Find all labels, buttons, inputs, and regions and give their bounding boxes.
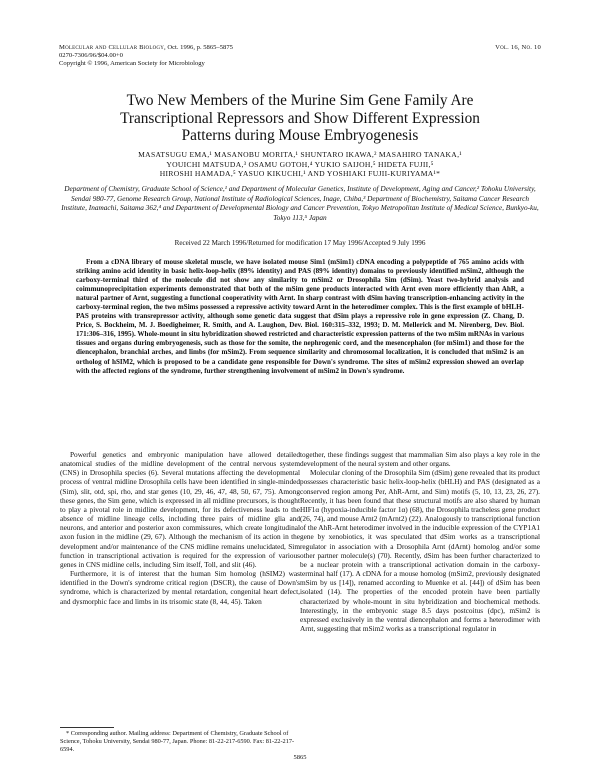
running-header-left <box>59 44 233 69</box>
paragraph: Molecular cloning of the Drosophila Sim (dSim) gene revealed that its product possesses characteristic basic helix-loop-helix (bHLH) and PAS (designated as a conserved region among Per, AhR-Arnt, and Sim) motifs (5, 10, 13, 23, 26, 27). Recently, it has been found that these structural motifs are also shared by human HIF1α (hypoxia-inducible factor 1α) (68), the Drosophila tracheless gene product (26, 74), and mouse Arnt2 (mArnt2) (22). Analogously to transcriptional function of the AhR-Arnt heterodimer involved in the inducible expression of the CYP1A1 gene by xenobiotics, it was speculated that dSim works as a transcriptional regulator in association with a Drosophila Arnt (dArnt) homolog and/or some other partner molecule(s) (70). Recently, dSim has been further characterized to be a nuclear protein with a transcriptional activation domain in the carboxy-terminal half (17). A cDNA for a mouse homolog (mSim2, previously designated mSim by us [14]), renamed according to Muenke et al. [44]) of dSim has been isolated (14). The properties of the encoded protein have been partially characterized by whole-mount in situ hybridization and biochemical methods. Interestingly, in the embryonic stage 8.5 days postcoitus (dpc), mSim2 is expressed exclusively in the ventral diencephalon and forms a heterodimer with Arnt, suggesting that mSim2 works as a transcriptional regulator in <box>300 468 540 633</box>
paragraph: together, these findings suggest that mammalian Sim also plays a key role in the development of the neural system and other organs. <box>300 450 540 469</box>
page-number: 5865 <box>293 754 307 761</box>
author-list <box>60 150 540 179</box>
title-line: Transcriptional Repressors and Show Different Expression <box>120 109 480 127</box>
body-column-left <box>60 450 300 606</box>
copyright-line: Copyright © 1996, American Society for Microbiology <box>59 60 205 68</box>
issn: 0270-7306/96/$04.00+0 <box>59 52 123 60</box>
author-line: YOUICHI MATSUDA,³ OSAMU GOTOH,⁴ YUKIO SAIJOH,⁵ HIDETA FUJII,⁵ <box>166 159 434 169</box>
received-dates: Received 22 March 1996/Returned for modification 17 May 1996/Accepted 9 July 1996 <box>174 239 426 247</box>
volume-info: Vol. 16, No. 10 <box>495 44 541 51</box>
title-line: Two New Members of the Murine Sim Gene Family Are <box>126 92 474 109</box>
paragraph: Furthermore, it is of interest that the human Sim homolog (hSIM2) was identified in the Down's syndrome critical region (DSCR), the cause of Down's syndrome, which is characterized by mental retardation, congenital heart defect, and dysmorphic face and limbs in its trisomic state (8, 44, 45). Taken <box>60 569 300 606</box>
footnote <box>60 730 300 754</box>
footnote-divider <box>60 727 114 728</box>
body-column-right <box>300 450 540 633</box>
author-line: HIROSHI HAMADA,⁵ YASUO KIKUCHI,¹ AND YOSHIAKI FUJII-KURIYAMA¹* <box>159 169 441 178</box>
issue-info: , Oct. 1996, p. 5865–5875 <box>164 44 233 51</box>
footnote-text: * Corresponding author. Mailing address: Department of Chemistry, Graduate School of Science, Tohoku University, Sendai 980-77, Japan. Phone: 81-22-217-6590. Fax: 81-22-217-6594. <box>60 730 295 753</box>
author-line: MASATSUGU EMA,¹ MASANOBU MORITA,¹ SHUNTARO IKAWA,² MASAHIRO TANAKA,¹ <box>138 150 462 159</box>
affiliations: Department of Chemistry, Graduate School of Science,¹ and Department of Molecular Genetics, Institute of Development, Aging and Cancer,² Tohoku University, Sendai 980-77, Genome Research Group, National Institute of Radiological Sciences, Inage, Chiba,³ Department of Biochemistry, Saitama Cancer Research Institute, Inamachi, Saitama 362,⁴ and Department of Developmental Biology and Cancer Prevention, Tokyo Metropolitan Institute of Medical Science, Bunkyo-ku, Tokyo 113,⁵ Japan <box>61 184 539 222</box>
abstract-text: From a cDNA library of mouse skeletal muscle, we have isolated mouse Sim1 (mSim1) cDNA encoding a polypeptide of 765 amino acids with striking amino acid identity in basic helix-loop-helix (89% identity) and PAS (89% identity) domains to previously identified mSim2, although the carboxy-terminal third of the molecule did not show any similarity to mSim2 or Drosophila Sim (dSim). Yeast two-hybrid analysis and coimmunoprecipitation experiments demonstrated that both of the mSim gene products interacted with Arnt even more efficiently than AhR, a natural partner of Arnt, suggesting a functional cooperativity with Arnt. In sharp contrast with dSim having transcription-enhancing activity in the carboxy-terminal region, the two mSims possessed a repressive activity toward Arnt in the heterodimer complex. This is the first example of bHLH-PAS proteins with transrepressor activity, although some genetic data suggest that dSim plays a repressive role in gene expression (Z. Chang, D. Price, S. Bockheim, M. J. Boedigheimer, R. Smith, and A. Laughon, Dev. Biol. 160:315–332, 1993; D. M. Mellerick and M. Nirenberg, Dev. Biol. 171:306–316, 1995). Whole-mount in situ hybridization showed restricted and characteristic expression patterns of the two mSim mRNAs in various tissues and organs during embryogenesis, such as those for the somite, the nephrogenic cord, and the mesencephalon (for mSim1) and those for the diencephalon, branchial arches, and limbs (for mSim2). From sequence similarity and chromosomal localization, it is concluded that mSim2 is an ortholog of hSIM2, which is proposed to be a candidate gene responsible for Down's syndrome. The sites of mSim2 expression showed an overlap with the affected regions of the syndrome, further strengthening involvement of mSim2 in Down's syndrome. <box>76 258 524 375</box>
article-title <box>40 92 560 145</box>
abstract <box>76 258 524 376</box>
title-line: Patterns during Mouse Embryogenesis <box>181 127 419 145</box>
journal-name: Molecular and Cellular Biology <box>59 44 165 51</box>
paragraph: Powerful genetics and embryonic manipulation have allowed detailed anatomical studies of the midline development of the central nervous system (CNS) in Drosophila species (6). Several mutations affecting the developmental process of ventral midline Drosophila cells have been identified in single-minded (Sim), slit, otd, spi, rho, and star genes (10, 29, 46, 47, 48, 50, 67, 75). Among these genes, the Sim gene, which is expressed in all midline precursors, is thought to play a pivotal role in midline development, for its defectiveness leads to the absence of midline lineage cells, including three pairs of midline glia and neurons, and anterior and posterior axon commissures, which create longitudinal axon fusion in the midline (29, 67). Although the mechanism of its action in the development and/or maintenance of the CNS midline remains unelucidated, Sim function in transcriptional activation is required for the expression of various genes in CNS midline cells, including Sim itself, Toll, and slit (46). <box>60 450 300 569</box>
